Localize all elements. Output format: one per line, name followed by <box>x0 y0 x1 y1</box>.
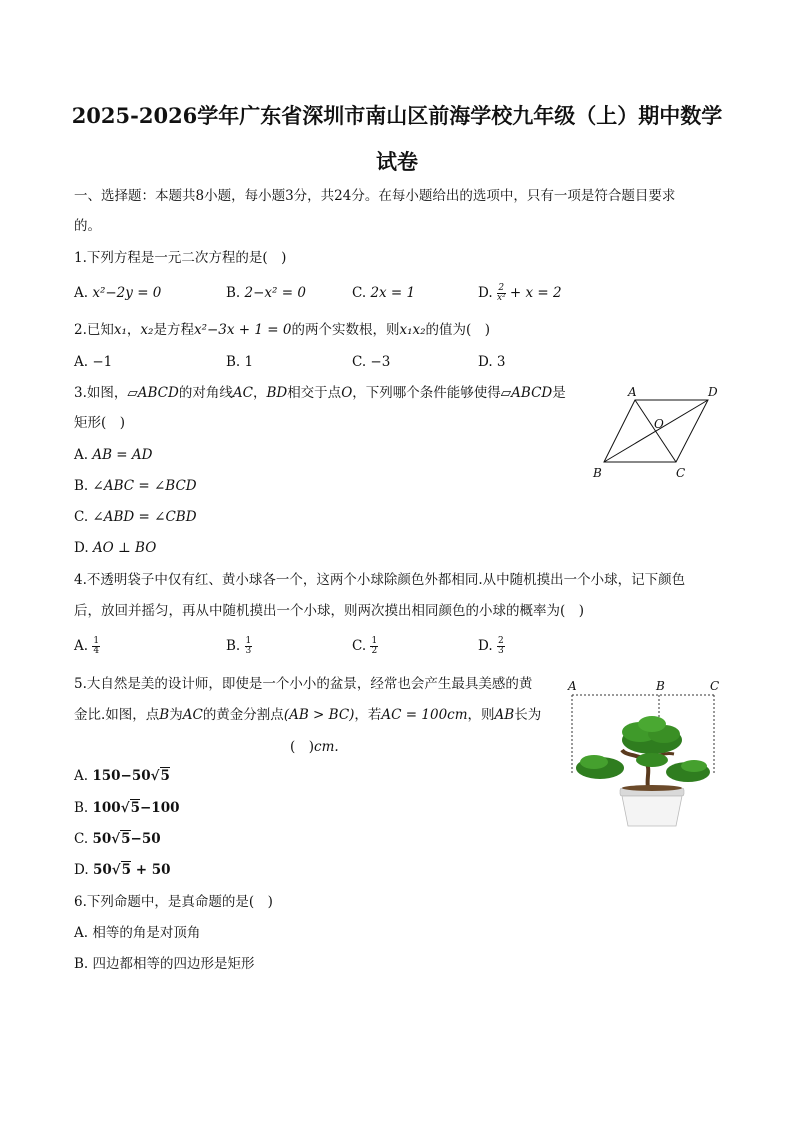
q2-stem-text-e: 的值为( ) <box>425 322 491 338</box>
q3-stem-text-a: 3.如图，▱ <box>74 385 138 401</box>
q5-option-a-radicand: 5 <box>160 768 170 784</box>
q3-option-b-label: B. <box>74 478 93 494</box>
q6-stem: 6.下列命题中，是真命题的是( ) <box>74 894 273 910</box>
q3-stem-bd: BD <box>266 385 288 401</box>
q4-option-d-denominator: 3 <box>497 646 504 656</box>
q1-option-a-label: A. <box>74 285 93 301</box>
q3-stem-line1 <box>74 383 566 403</box>
q5-stem-value: AC = 100cm <box>381 707 468 723</box>
q5-option-a-label: A. <box>74 768 93 784</box>
q2-option-a: A. −1 <box>74 354 113 370</box>
q4-option-d-label: D. <box>478 638 497 654</box>
q2-option-d: D. 3 <box>478 354 506 370</box>
q2-option-b: B. 1 <box>226 354 254 370</box>
q3-parallelogram-figure <box>588 384 724 482</box>
section-heading-line1: 一、选择题：本题共8小题，每小题3分，共24分。在每小题给出的选项中，只有一项是符合题目要求 <box>74 188 676 204</box>
label-a: A <box>628 385 637 399</box>
q3-stem-text-d: 相交于点 <box>287 385 342 401</box>
q1-option-c-expr: 2x = 1 <box>370 285 416 301</box>
q4-option-c-label: C. <box>352 638 371 654</box>
q5-bonsai-figure <box>564 676 724 832</box>
q6-option-b: B. 四边都相等的四边形是矩形 <box>74 956 255 972</box>
q4-option-b <box>226 636 252 656</box>
q2-stem-equation: x²−3x + 1 = 0 <box>193 322 292 338</box>
q1-option-d <box>478 283 562 303</box>
q5-option-d-radicand: 5 <box>121 862 132 878</box>
q5-option-c: C. 50√5−50 <box>74 831 161 847</box>
q1-option-a <box>74 283 161 303</box>
q5-option-d-post: + 50 <box>131 862 171 878</box>
q3-stem-ac: AC <box>232 385 253 401</box>
q5-option-b-label: B. <box>74 800 93 816</box>
q2-stem-text-c: 是方程 <box>153 322 194 338</box>
q2-stem <box>74 320 490 340</box>
q5-option-c-pre: 50 <box>92 831 112 847</box>
label-a: A <box>568 679 577 693</box>
label-c: C <box>710 679 720 693</box>
q4-option-a-fraction <box>92 637 100 656</box>
q3-option-d-label: D. <box>74 540 93 556</box>
q1-option-d-rest: + x = 2 <box>509 285 562 301</box>
q5-stem-line3 <box>290 737 339 757</box>
q2-stem-x1: x₁ <box>113 322 127 338</box>
q5-stem-text-a: 金比.如图，点 <box>74 707 160 723</box>
q1-option-c <box>352 283 415 303</box>
q2-option-c: C. −3 <box>352 354 391 370</box>
q3-option-b-expr: ∠ABC = ∠BCD <box>92 478 197 494</box>
q3-option-c <box>74 507 197 527</box>
q4-stem-line1: 4.不透明袋子中仅有红、黄小球各一个，这两个小球除颜色外都相同.从中随机摸出一个小球，记下颜色 <box>74 572 686 588</box>
q3-option-a-label: A. <box>74 447 93 463</box>
q4-option-b-denominator: 3 <box>245 646 252 656</box>
q1-stem: 1.下列方程是一元二次方程的是( ) <box>74 250 287 266</box>
q2-stem-text-d: 的两个实数根，则 <box>291 322 400 338</box>
q3-stem-text-b: 的对角线 <box>178 385 233 401</box>
q5-option-c-label: C. <box>74 831 93 847</box>
q5-option-c-post: −50 <box>130 831 161 847</box>
q4-option-d <box>478 636 505 656</box>
q6-option-a: A. 相等的角是对顶角 <box>74 925 201 941</box>
q5-stem-text-g: 长为 <box>514 707 542 723</box>
q5-option-b-pre: 100 <box>92 800 121 816</box>
label-o: O <box>654 417 664 431</box>
q3-stem-abcd: ABCD <box>137 385 179 401</box>
q5-stem-line2 <box>74 705 541 725</box>
label-d: D <box>708 385 718 399</box>
q4-option-a-label: A. <box>74 638 93 654</box>
q1-option-b <box>226 283 306 303</box>
q5-option-a: A. 150−50√5 <box>74 768 170 784</box>
q1-option-a-expr: x²−2y = 0 <box>92 285 162 301</box>
q3-option-d <box>74 538 156 558</box>
q5-stem-unit: cm. <box>314 739 339 755</box>
q5-stem-blank: ( ) <box>290 739 315 755</box>
pot-icon <box>620 785 684 826</box>
q5-option-a-pre: 150−50 <box>92 768 151 784</box>
label-b: B <box>656 679 665 693</box>
q4-option-b-fraction <box>245 637 253 656</box>
q5-stem-line1: 5.大自然是美的设计师，即使是一个小小的盆景，经常也会产生最具美感的黄 <box>74 676 533 692</box>
q4-option-c <box>352 636 378 656</box>
q5-option-b-post: −100 <box>139 800 180 816</box>
q4-option-b-numerator: 1 <box>245 636 252 646</box>
q4-option-a <box>74 636 100 656</box>
q5-option-d: D. 50√5 + 50 <box>74 862 171 878</box>
q1-option-d-label: D. <box>478 285 497 301</box>
label-c: C <box>676 466 686 480</box>
q3-stem-text-e: ，下列哪个条件能够使得▱ <box>352 385 512 401</box>
q4-option-a-denominator: 4 <box>93 646 100 656</box>
q4-option-b-label: B. <box>226 638 245 654</box>
q3-option-d-expr: AO ⊥ BO <box>92 540 157 556</box>
q5-option-b-radicand: 5 <box>130 800 140 816</box>
q3-stem-abcd-2: ABCD <box>511 385 553 401</box>
q1-option-c-label: C. <box>352 285 371 301</box>
q5-stem-text-c: 为 <box>169 707 183 723</box>
q5-stem-ab: AB <box>494 707 515 723</box>
q3-option-c-expr: ∠ABD = ∠CBD <box>92 509 197 525</box>
q5-stem-condition: (AB > BC) <box>283 707 355 723</box>
q3-option-b <box>74 476 197 496</box>
q5-stem-ac: AC <box>182 707 203 723</box>
q3-option-a-expr: AB = AD <box>92 447 153 463</box>
q1-option-d-fraction <box>497 284 506 303</box>
q2-stem-product: x₁x₂ <box>399 322 426 338</box>
bonsai-tree-icon <box>576 716 710 788</box>
q5-stem-text-e: ，若 <box>354 707 382 723</box>
page-title-line1: 2025-2026学年广东省深圳市南山区前海学校九年级（上）期中数学 <box>71 103 723 128</box>
q1-option-d-numerator: 2 <box>498 283 505 293</box>
q5-stem-text-f: ，则 <box>467 707 495 723</box>
q1-option-b-expr: 2−x² = 0 <box>244 285 306 301</box>
q2-stem-text-b: ， <box>126 322 141 338</box>
q3-stem-line2: 矩形( ) <box>74 415 126 431</box>
q3-stem-text-c: ， <box>252 385 267 401</box>
q4-option-a-numerator: 1 <box>93 636 100 646</box>
q4-option-c-numerator: 1 <box>371 636 378 646</box>
q3-option-a <box>74 445 152 465</box>
q4-option-d-numerator: 2 <box>497 636 504 646</box>
q2-stem-x2: x₂ <box>140 322 154 338</box>
q5-option-b: B. 100√5−100 <box>74 800 180 816</box>
q1-option-d-denominator: x² <box>496 293 506 303</box>
q5-stem-text-d: 的黄金分割点 <box>202 707 284 723</box>
q3-stem-o: O <box>341 385 353 401</box>
q1-option-b-label: B. <box>226 285 245 301</box>
q5-option-c-radicand: 5 <box>121 831 131 847</box>
q4-stem-line2: 后，放回并摇匀，再从中随机摸出一个小球，则两次摸出相同颜色的小球的概率为( ) <box>74 603 585 619</box>
q2-stem-text-a: 2.已知 <box>74 322 114 338</box>
label-b: B <box>593 466 602 480</box>
q5-stem-point-b: B <box>159 707 170 723</box>
q4-option-c-denominator: 2 <box>371 646 378 656</box>
page-title-line2: 试卷 <box>376 149 418 174</box>
q5-option-d-pre: 50 <box>92 862 112 878</box>
section-heading-line2: 的。 <box>74 218 101 234</box>
q4-option-c-fraction <box>370 637 378 656</box>
q4-option-d-fraction <box>497 637 505 656</box>
q5-option-d-label: D. <box>74 862 93 878</box>
q3-option-c-label: C. <box>74 509 93 525</box>
q3-stem-text-f: 是 <box>552 385 566 401</box>
